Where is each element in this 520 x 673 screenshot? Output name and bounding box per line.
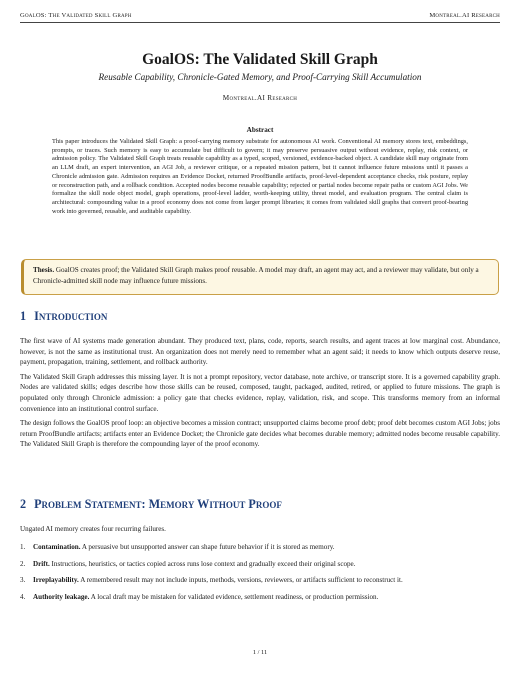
section-heading-introduction bbox=[20, 309, 107, 324]
affiliation: Montreal.AI Research bbox=[222, 94, 298, 102]
list-item: 4. Authority leakage. A local draft may be mistaken for validated evidence, settlement readiness, or production permission. bbox=[20, 592, 379, 601]
introduction-body bbox=[20, 336, 500, 454]
list-item: 3. Irreplayability. A remembered result may not include inputs, methods, versions, reviewers, or artifacts sufficient to reconstruct it. bbox=[20, 576, 403, 585]
running-head bbox=[20, 12, 500, 23]
paragraph: The Validated Skill Graph addresses this missing layer. It is not a prompt repository, vector database, note archive, or transcript store. It is a governed capability graph. Nodes are validated skills; edges describe how those skills can be reused, composed, taught, packaged, audited, retired, or applied to future missions. The graph is populated only through Chronicle admission: a policy gate that checks evidence, replay, validation, risk, and scope. This transforms memory from an informal convenience into an institutional control surface. bbox=[20, 372, 500, 413]
thesis-label: Thesis. bbox=[33, 266, 55, 274]
problem-intro: Ungated AI memory creates four recurring failures. bbox=[20, 525, 166, 533]
paper-title: GoalOS: The Validated Skill Graph bbox=[142, 51, 378, 68]
failure-list bbox=[20, 542, 500, 608]
section-number: 2 bbox=[20, 497, 27, 511]
abstract-heading: Abstract bbox=[246, 126, 274, 134]
abstract-text: This paper introduces the Validated Skill Graph: a proof-carrying memory substrate for autonomous AI work. Conventional AI memory stores text, embeddings, prompts, or traces. Such memory is easy to accumulate but difficult to govern; it may preserve persuasive output without evidence, replay, risk context, or admission policy. The Validated Skill Graph treats reusable capability as a typed, scoped, versioned, evidence-backed object. A candidate skill may originate from an LLM draft, an expert intervention, an AGI Job, a reviewer critique, or a repeated mission pattern, but it cannot influence future missions until it passes a Chronicle admission gate. Admission requires an Evidence Docket, returned ProofBundle artifacts, proof-level-dependent acceptance checks, risk posture, replay or reconstruction path, and a rollback condition. Accepted nodes become reusable capability; rejected or partial nodes become repair paths or custom AGI Jobs. We formalize the skill node object model, graph operations, proof-level ladder, worth-keeping utility, threat model, and evaluation program. The central claim is architectural: compounding value in a proof economy does not come from larger prompt libraries; it comes from validated skill graphs that convert proof-bearing work into governed, reusable, and auditable capability. bbox=[52, 138, 468, 215]
thesis-box bbox=[21, 259, 499, 295]
paragraph: The design follows the GoalOS proof loop: an objective becomes a mission contract; unsupported claims become proof debt; proof debt becomes custom AGI Jobs; jobs return ProofBundle artifacts; artifacts enter an Evidence Docket; the Chronicle gate decides what becomes durable memory; admitted nodes become reusable capability. The Validated Skill Graph is therefore the compounding layer of the proof economy. bbox=[20, 419, 500, 449]
thesis-text: GoalOS creates proof; the Validated Skill Graph makes proof reusable. A model may draft, an agent may act, and a reviewer may validate, but only a Chronicle-admitted skill node may influence future missions. bbox=[33, 266, 479, 285]
list-item: 2. Drift. Instructions, heuristics, or tactics copied across runs lose context and gradually exceed their original scope. bbox=[20, 559, 356, 568]
list-item: 1. Contamination. A persuasive but unsupported answer can shape future behavior if it is stored as memory. bbox=[20, 543, 335, 551]
page-number: 1 / 11 bbox=[252, 649, 268, 656]
section-number: 1 bbox=[20, 309, 27, 323]
running-head-affiliation: Montreal.AI Research bbox=[429, 12, 500, 19]
section-title: Problem Statement: Memory Without Proof bbox=[34, 497, 282, 511]
paper-subtitle: Reusable Capability, Chronicle-Gated Memory, and Proof-Carrying Skill Accumulation bbox=[98, 72, 422, 82]
section-title: Introduction bbox=[34, 309, 108, 323]
running-head-title: GoalOS: The Validated Skill Graph bbox=[20, 12, 132, 19]
section-heading-problem-statement bbox=[20, 497, 282, 512]
paragraph: The first wave of AI systems made generation abundant. They produced text, plans, code, reports, search results, and agent traces at low marginal cost. Abundance, however, is not the same as institutional trust. An organization does not merely need to remember what an agent said; it needs to know which outputs deserve reuse, payment, propagation, training, settlement, and rollback authority. bbox=[20, 337, 500, 367]
